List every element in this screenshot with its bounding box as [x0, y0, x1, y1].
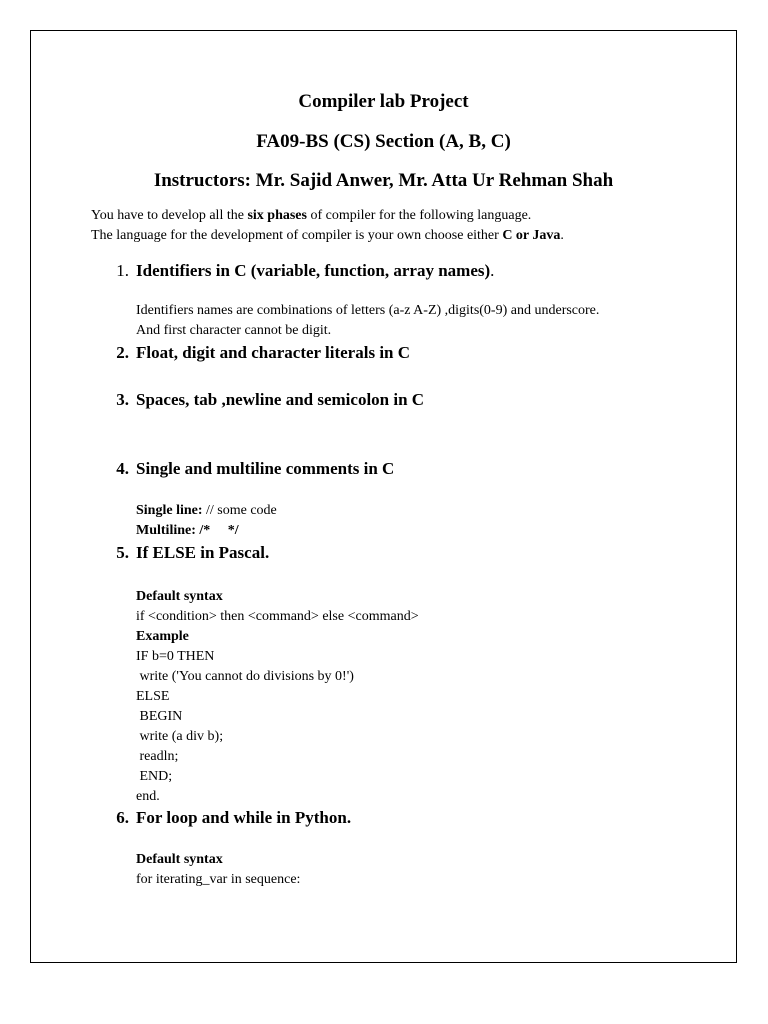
item-heading-suffix: .	[490, 261, 495, 280]
item-heading-text: Identifiers in C (variable, function, array names)	[136, 261, 491, 280]
intro-line-1	[91, 208, 531, 224]
comment-label: Single line:	[136, 503, 203, 518]
intro-emphasis: C or Java	[502, 228, 561, 243]
code-line: write (a div b);	[136, 729, 224, 744]
code-line: ELSE	[136, 689, 170, 704]
intro-line-2	[91, 228, 564, 244]
item-heading-identifiers	[136, 261, 494, 281]
item-heading-whitespace: Spaces, tab ,newline and semicolon in C	[136, 390, 425, 409]
default-syntax-label: Default syntax	[136, 589, 223, 604]
intro-emphasis: six phases	[247, 208, 307, 223]
syntax-line: if <condition> then <command> else <command>	[136, 609, 419, 624]
item-heading-comments: Single and multiline comments in C	[136, 459, 395, 478]
item-number: 1.	[116, 261, 129, 280]
intro-text: .	[560, 228, 564, 243]
comment-single-line	[136, 503, 277, 519]
code-line: BEGIN	[136, 709, 183, 724]
item-number: 5.	[116, 543, 129, 562]
default-syntax-label: Default syntax	[136, 852, 223, 867]
item1-body-line: And first character cannot be digit.	[136, 323, 332, 338]
comment-multiline: Multiline: /* */	[136, 523, 239, 538]
syntax-line: for iterating_var in sequence:	[136, 872, 301, 887]
code-line: write ('You cannot do divisions by 0!')	[136, 669, 354, 684]
item-heading-ifelse: If ELSE in Pascal.	[136, 543, 270, 562]
example-label: Example	[136, 629, 189, 644]
intro-text: The language for the development of compiler is your own choose either	[91, 228, 503, 243]
item-heading-python-loops: For loop and while in Python.	[136, 808, 352, 827]
intro-text: of compiler for the following language.	[306, 208, 532, 223]
doc-title: Compiler lab Project	[298, 91, 469, 112]
item-number: 2.	[116, 343, 129, 362]
code-line: IF b=0 THEN	[136, 649, 215, 664]
item1-body-line: Identifiers names are combinations of letters (a-z A-Z) ,digits(0-9) and underscore.	[136, 303, 600, 318]
item-number: 3.	[116, 390, 129, 409]
code-line: end.	[136, 789, 160, 804]
item-heading-literals: Float, digit and character literals in C	[136, 343, 411, 362]
code-line: END;	[136, 769, 173, 784]
doc-instructors: Instructors: Mr. Sajid Anwer, Mr. Atta Ur Rehman Shah	[153, 170, 614, 191]
code-line: readln;	[136, 749, 179, 764]
doc-subtitle: FA09-BS (CS) Section (A, B, C)	[256, 131, 511, 152]
item-number: 6.	[116, 808, 129, 827]
item-number: 4.	[116, 459, 129, 478]
comment-value: // some code	[202, 503, 277, 518]
document-page	[30, 30, 737, 963]
intro-text: You have to develop all the	[91, 208, 248, 223]
